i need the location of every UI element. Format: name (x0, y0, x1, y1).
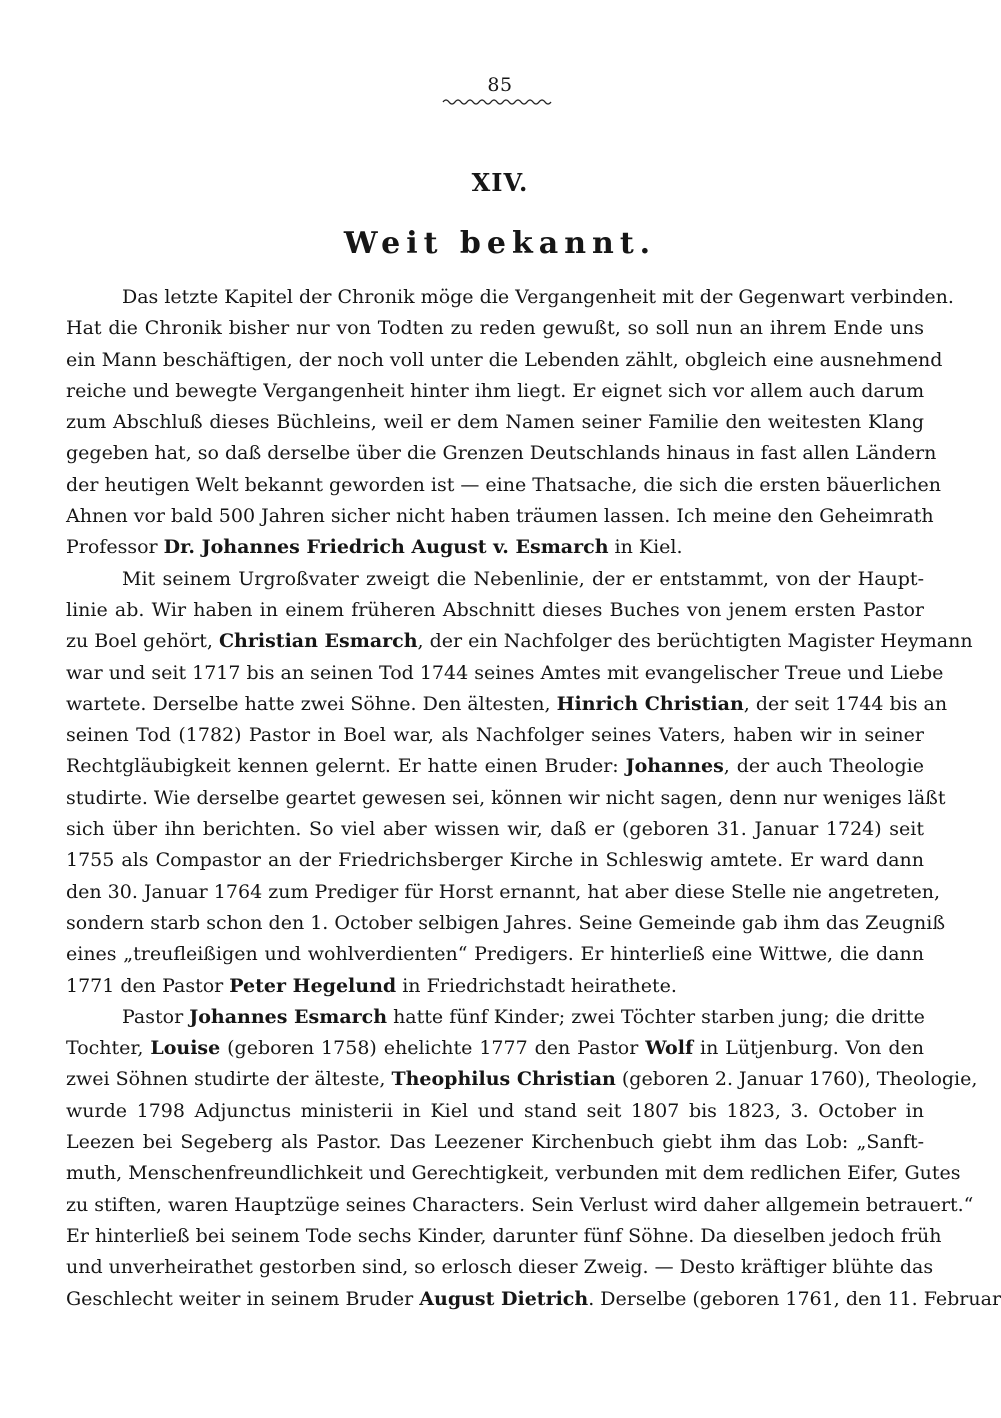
text-run: in Friedrichstadt heirathete. (396, 974, 677, 997)
text-run: gegeben hat, so daß derselbe über die Grenzen Deutschlands hinaus in fast allen Ländern (66, 442, 937, 465)
text-run: , der auch Theologie (723, 755, 924, 778)
text-line (66, 564, 924, 595)
text-run: reiche und bewegte Vergangenheit hinter ihm liegt. Er eignet sich vor allem auch darum (66, 379, 925, 402)
bold-name: Louise (150, 1037, 221, 1060)
bold-name: Dr. Johannes Friedrich August v. Esmarch (163, 536, 609, 559)
text-run: Pastor (122, 1005, 190, 1028)
text-line (66, 1002, 924, 1033)
text-run: Mit seinem Urgroßvater zweigt die Nebenlinie, der er entstammt, von der Haupt- (122, 567, 924, 590)
text-run: Hat die Chronik bisher nur von Todten zu reden gewußt, so soll nun an ihrem Ende uns (66, 317, 924, 340)
text-line (66, 939, 924, 970)
text-run: war und seit 1717 bis an seinen Tod 1744 seines Amtes mit evangelischer Treue und Liebe (66, 661, 944, 684)
text-line (66, 1158, 961, 1189)
text-run: der heutigen Welt bekannt geworden ist — eine Thatsache, die sich die ersten bäuerlichen (66, 473, 942, 496)
text-line (66, 1284, 1001, 1315)
text-run: , der ein Nachfolger des berüchtigten Magister Heymann (417, 630, 973, 653)
text-run: linie ab. Wir haben in einem früheren Abschnitt dieses Buches von jenem ersten Pastor (66, 598, 924, 621)
bold-name: Christian Esmarch (218, 630, 418, 653)
text-line (66, 345, 943, 376)
text-run: (geboren 1758) ehelichte 1777 den Pastor (220, 1037, 646, 1060)
text-run: Tochter, (66, 1037, 151, 1060)
text-run: zum Abschluß dieses Büchleins, weil er dem Namen seiner Familie den weitesten Klang (66, 411, 924, 434)
text-line (66, 658, 944, 689)
page-number: 85 (487, 74, 513, 96)
text-line (66, 1033, 924, 1064)
text-line (66, 971, 924, 1002)
bold-name: Peter Hegelund (229, 974, 397, 997)
text-line (66, 376, 924, 407)
bold-name: Johannes (625, 755, 724, 778)
paragraph (66, 1002, 1001, 1315)
text-run: in Lütjenburg. Von den (693, 1037, 924, 1060)
text-run: Rechtgläubigkeit kennen gelernt. Er hatte einen Bruder: (66, 755, 626, 778)
bold-name: Theophilus Christian (391, 1068, 616, 1091)
text-run: . Derselbe (geboren 1761, den 11. Februar (588, 1287, 1001, 1310)
text-line (66, 720, 924, 751)
text-run: seinen Tod (1782) Pastor in Boel war, als Nachfolger seines Vaters, haben wir in seiner (66, 724, 924, 747)
text-run: , der seit 1744 bis an (743, 692, 948, 715)
text-run: Geschlecht weiter in seinem Bruder (66, 1287, 420, 1310)
text-run: wurde 1798 Adjunctus ministerii in Kiel und stand seit 1807 bis 1823, 3. October in (66, 1099, 924, 1122)
text-run: hatte fünf Kinder; zwei Töchter starben jung; die dritte (387, 1005, 925, 1028)
text-line (66, 282, 954, 313)
text-line (66, 1096, 924, 1127)
text-run: Ahnen vor bald 500 Jahren sicher nicht haben träumen lassen. Ich meine den Geheimrath (66, 505, 934, 528)
text-line (66, 1190, 974, 1221)
text-run: sich über ihn berichten. So viel aber wissen wir, daß er (geboren 31. Januar 1724) seit (66, 818, 924, 841)
bold-name: Wolf (645, 1037, 694, 1060)
text-run: Er hinterließ bei seinem Tode sechs Kinder, darunter fünf Söhne. Da dieselben jedoch früh (66, 1224, 942, 1247)
paragraph (66, 564, 973, 1002)
text-run: wartete. Derselbe hatte zwei Söhne. Den ältesten, (66, 692, 557, 715)
text-line (66, 877, 940, 908)
bold-name: Hinrich Christian (556, 692, 744, 715)
text-run: eines „treufleißigen und wohlverdienten“ Predigers. Er hinterließ eine Wittwe, die dann (66, 943, 924, 966)
text-run: studirte. Wie derselbe geartet gewesen sei, können wir nicht sagen, denn nur weniges läßt (66, 786, 946, 809)
text-run: Leezen bei Segeberg als Pastor. Das Leezener Kirchenbuch giebt ihm das Lob: „Sanft- (66, 1131, 924, 1154)
text-line (66, 626, 973, 657)
text-line (66, 313, 924, 344)
text-run: und unverheirathet gestorben sind, so erlosch dieser Zweig. — Desto kräftiger blühte das (66, 1256, 934, 1279)
text-run: zwei Söhnen studirte der älteste, (66, 1068, 392, 1091)
text-line (66, 407, 924, 438)
text-line (66, 845, 924, 876)
text-line (66, 595, 924, 626)
text-line (66, 814, 924, 845)
text-run: 1771 den Pastor (66, 974, 230, 997)
chapter-title: Weit bekannt. (343, 226, 657, 261)
text-line (66, 501, 934, 532)
text-line (66, 438, 937, 469)
text-line (66, 689, 948, 720)
text-line (66, 1064, 978, 1095)
text-line (66, 751, 924, 782)
text-line (66, 1127, 924, 1158)
text-run: ein Mann beschäftigen, der noch voll unter die Lebenden zählt, obgleich eine ausnehmend (66, 348, 943, 371)
bold-name: Johannes Esmarch (189, 1005, 388, 1028)
bold-name: August Dietrich (419, 1287, 589, 1310)
text-run: in Kiel. (608, 536, 683, 559)
body-text (66, 282, 1001, 1315)
text-run: 1755 als Compastor an der Friedrichsberger Kirche in Schleswig amtete. Er ward dann (66, 849, 924, 872)
text-line (66, 470, 942, 501)
text-line (66, 908, 946, 939)
text-run: (geboren 2. Januar 1760), Theologie, (615, 1068, 978, 1091)
text-run: Professor (66, 536, 164, 559)
text-line (66, 1252, 934, 1283)
text-run: Das letzte Kapitel der Chronik möge die Vergangenheit mit der Gegenwart verbinden. (122, 286, 954, 308)
text-line (66, 1221, 942, 1252)
paragraph (66, 282, 954, 564)
text-line (66, 532, 924, 563)
wavy-rule-ornament (443, 98, 551, 106)
text-run: zu Boel gehört, (66, 630, 219, 653)
chapter-number: XIV. (471, 168, 529, 197)
text-run: den 30. Januar 1764 zum Prediger für Horst ernannt, hat aber diese Stelle nie angetreten, (66, 880, 940, 903)
text-run: zu stiften, waren Hauptzüge seines Characters. Sein Verlust wird daher allgemein betrauert.“ (66, 1193, 974, 1216)
text-run: sondern starb schon den 1. October selbigen Jahres. Seine Gemeinde gab ihm das Zeugniß (66, 911, 946, 934)
text-line (66, 783, 946, 814)
text-run: muth, Menschenfreundlichkeit und Gerechtigkeit, verbunden mit dem redlichen Eifer, Gutes (66, 1162, 961, 1185)
